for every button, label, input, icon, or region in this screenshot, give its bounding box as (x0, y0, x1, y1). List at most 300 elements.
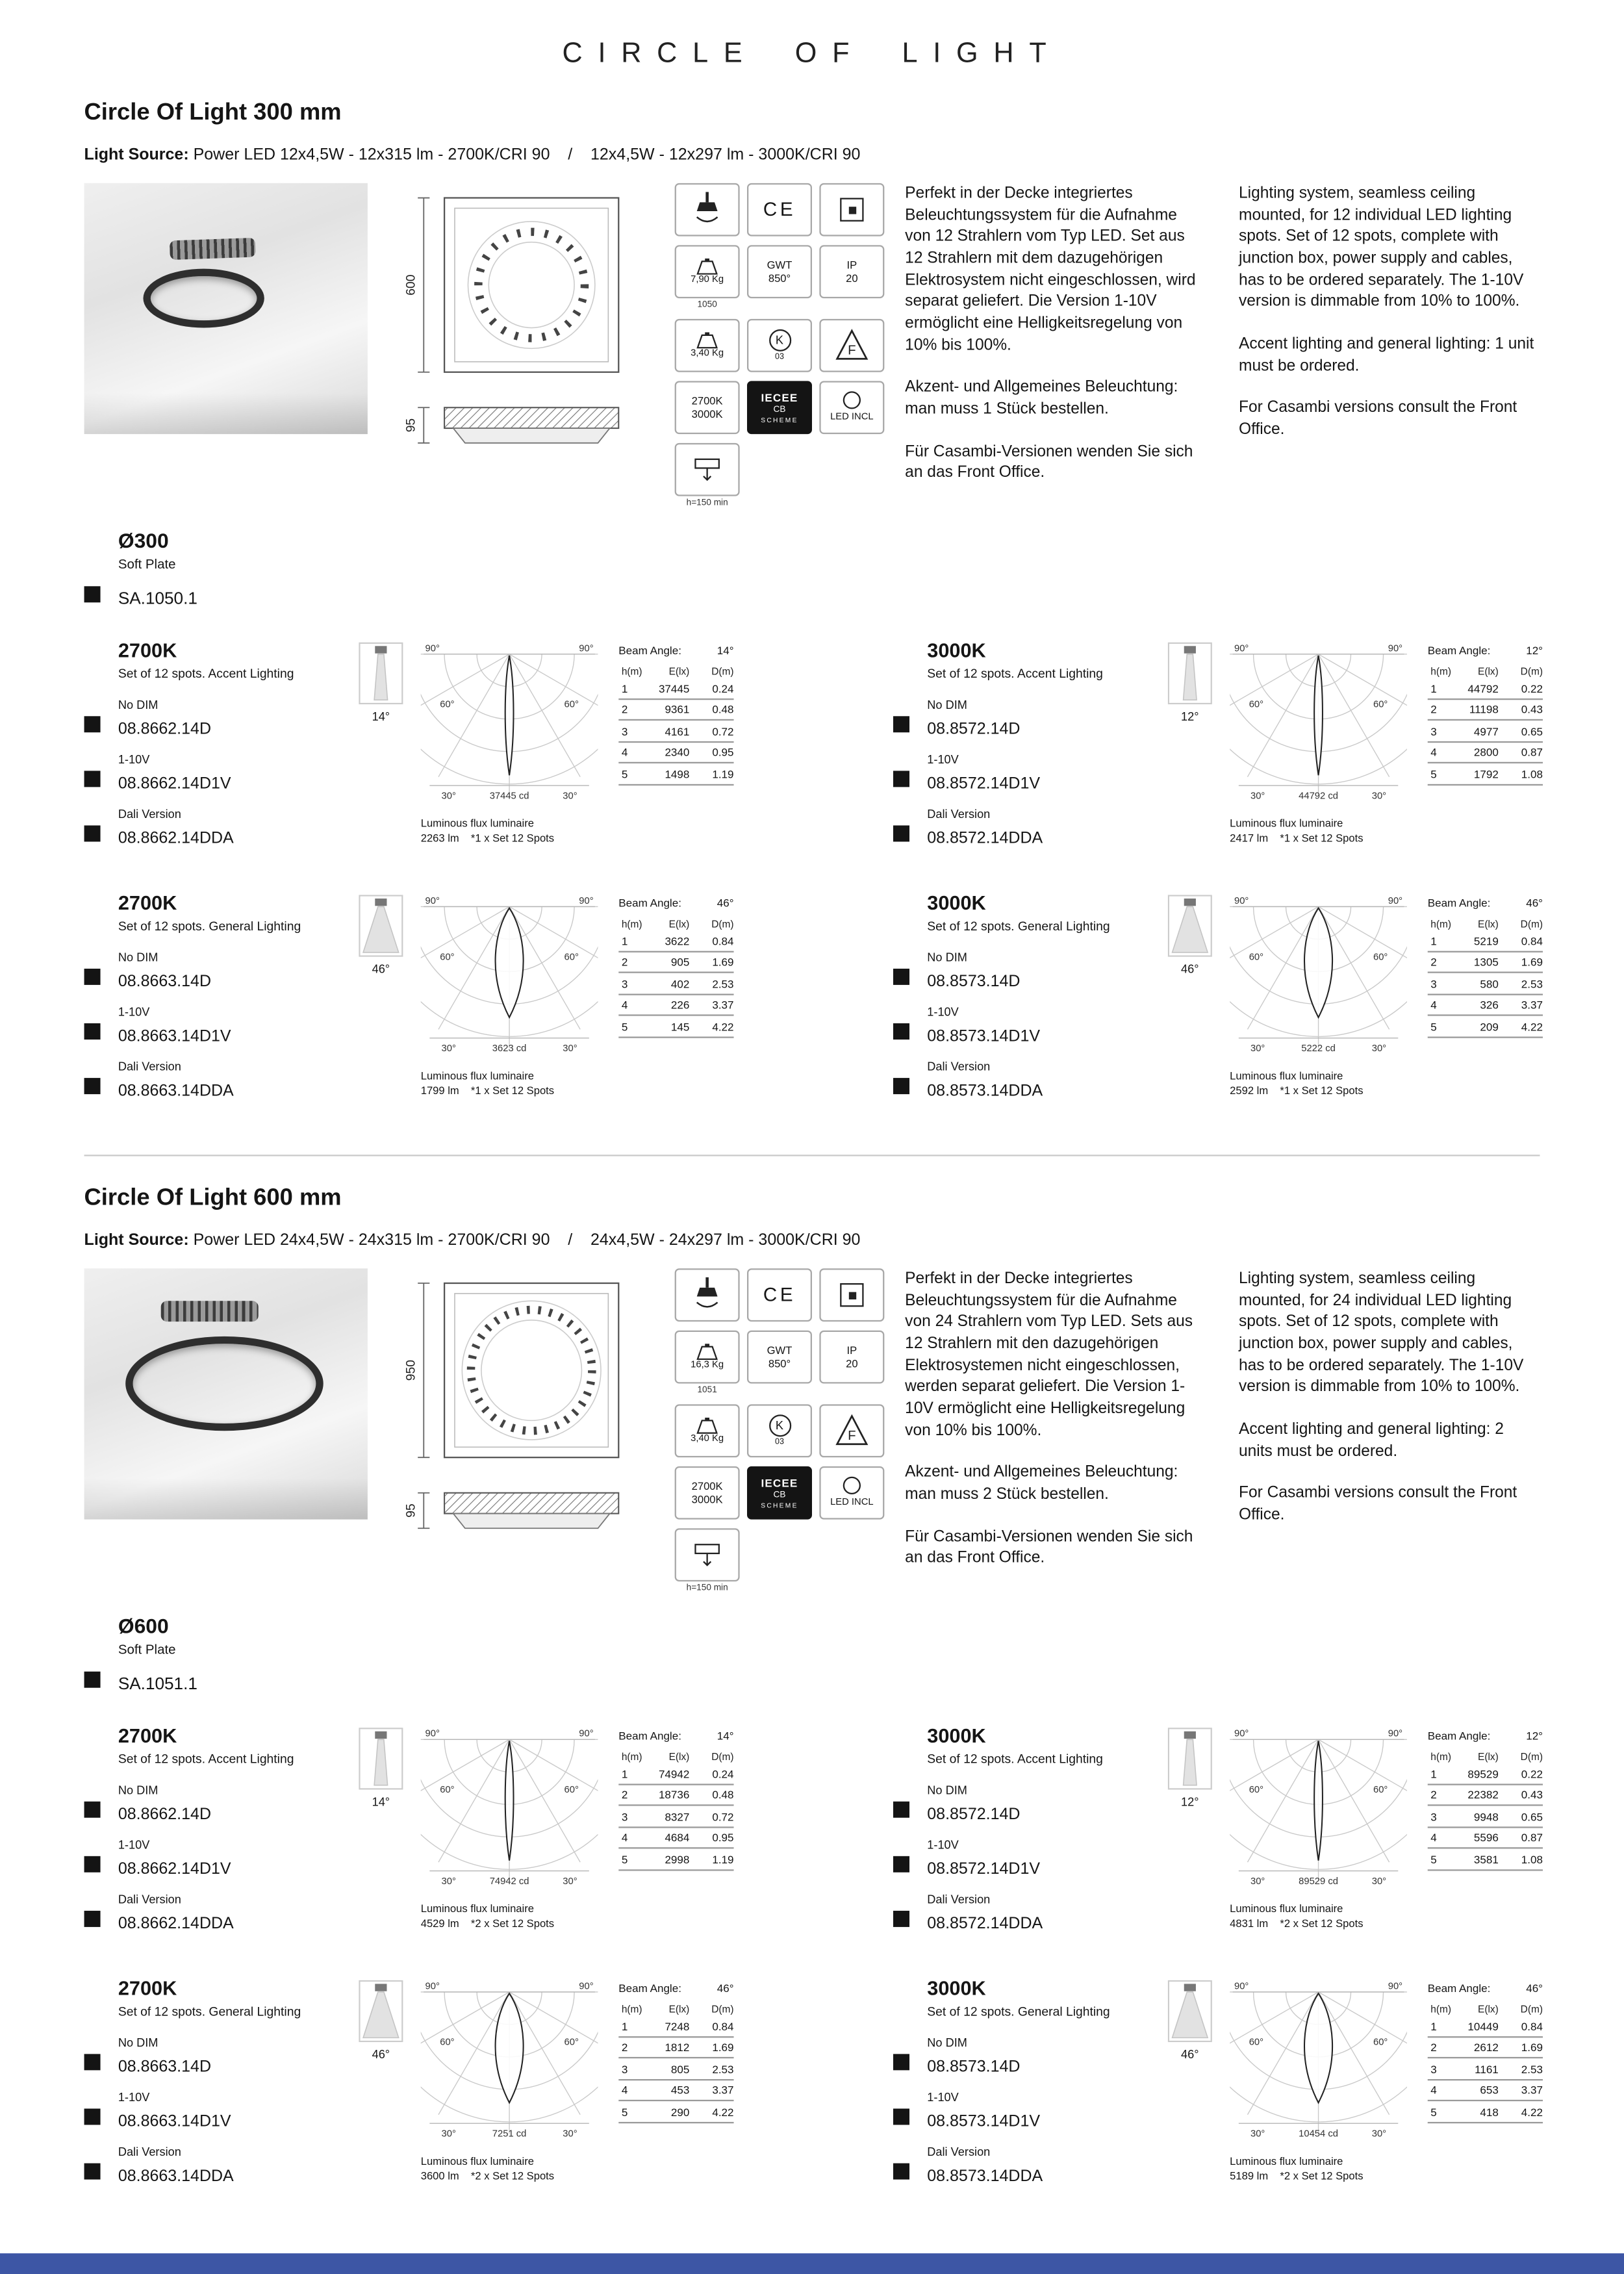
product-code-line (118, 715, 359, 741)
ce-text: CE (763, 198, 796, 221)
dim-option-label: No DIM (927, 2036, 967, 2050)
section-300mm (84, 100, 1543, 1117)
polar-angle-label: 90° (1234, 895, 1249, 906)
iecee-line2: CB (773, 405, 786, 415)
table-row (618, 1016, 733, 1038)
product-code: 08.8573.14D (927, 2058, 1021, 2076)
table-cell: 5 (621, 767, 628, 781)
table-cell: 1.69 (712, 955, 734, 969)
table-cell: 226 (670, 998, 690, 1012)
table-cell: 1 (621, 2019, 628, 2033)
dimension-height-label: 95 (404, 418, 418, 433)
table-cell: 3 (621, 724, 628, 738)
column-header: D(m) (711, 1752, 734, 1763)
lum-flux-label: Luminous flux luminaire (1230, 1902, 1343, 1915)
photometric-table (618, 1725, 754, 1871)
lum-flux-values (1230, 1084, 1421, 1098)
polar-angle-label: 30° (1250, 2128, 1265, 2140)
product-code-line (927, 1022, 1167, 1049)
light-ring (143, 269, 264, 328)
column-header: E(lx) (1478, 667, 1499, 678)
lum-flux-lm: 2417 lm (1230, 831, 1269, 845)
table-cell: 89529 (1467, 1767, 1499, 1780)
product-code: 08.8663.14D1V (118, 2113, 231, 2131)
product-code: 08.8662.14DDA (118, 830, 234, 848)
color-temp-heading: 3000K (927, 639, 986, 662)
product-code-line (118, 2162, 359, 2188)
paragraph: Perfekt in der Decke integriertes Beleuchtungssystem für die Aufnahme von 24 Strahlern vom Typ LED. Sets aus 12 Strahlern mit den dazugehörigen Elektrosystemen nicht eingeschlossen, werden separat geliefert. Die Version 1-10V ermöglicht eine Helligkeitsregelung von 10% bis 100%. (905, 1270, 1193, 1440)
beam-angle-indicator (359, 892, 420, 977)
beam-angle-value: 46° (372, 962, 390, 977)
gwt-line2: 850° (768, 1357, 791, 1371)
table-row (1428, 678, 1543, 699)
table-cell: 1.08 (1521, 767, 1543, 781)
table-row (1428, 952, 1543, 973)
table-cell: 4 (621, 745, 628, 760)
variant-subtitle: Set of 12 spots. General Lighting (927, 918, 1110, 934)
table-row (1428, 1806, 1543, 1828)
product-variant-block (84, 1977, 757, 2201)
table-cell: 0.87 (1521, 1831, 1543, 1845)
table-cell: 10449 (1467, 2019, 1499, 2033)
table-row (618, 973, 733, 995)
column-header: h(m) (621, 1752, 642, 1763)
table-beam-angle (618, 897, 733, 910)
candela-value: 89529 cd (1299, 1876, 1338, 1887)
table-row (618, 1828, 733, 1849)
ip-rating-icon (819, 1331, 884, 1384)
table-row (618, 721, 733, 742)
lum-flux-label: Luminous flux luminaire (1230, 816, 1343, 830)
paragraph: For Casambi versions consult the Front Office. (1238, 399, 1517, 439)
luminous-flux (421, 1069, 613, 1098)
variant-codes (84, 892, 359, 1103)
product-code-line (927, 1800, 1167, 1826)
product-finish: Soft Plate (118, 1642, 176, 1657)
order-checkbox (893, 969, 909, 985)
order-codes (927, 1783, 1167, 1935)
beam-angle-value: 14° (372, 1795, 390, 1809)
polar-angle-label: 60° (440, 699, 455, 710)
table-cell: 2.53 (712, 2062, 734, 2076)
table-cell: 5 (621, 1852, 628, 1866)
table-cell: 2.53 (1521, 2062, 1543, 2076)
polar-angle-label: 60° (1249, 2037, 1264, 2048)
table-cell: 4.22 (712, 1019, 734, 1033)
beam-angle-value: 46° (1526, 1982, 1543, 1995)
paragraph: Für Casambi-Versionen wenden Sie sich an das Front Office. (905, 1527, 1193, 1568)
product-variant-block (84, 892, 757, 1116)
order-checkbox (84, 716, 101, 732)
k03-number: 03 (775, 352, 784, 362)
dim-option-label: Dali Version (118, 2145, 181, 2159)
beam-angle-value: 46° (1181, 2048, 1199, 2062)
color-temp-heading: 2700K (118, 1977, 177, 2000)
led-included-icon (819, 1466, 884, 1520)
description-german (905, 1268, 1200, 1591)
product-sku: SA.1051.1 (118, 1676, 197, 1694)
ceiling-vent (170, 238, 256, 260)
beam-cone-icon (359, 1980, 403, 2042)
recessed-mounting-icon (819, 183, 884, 236)
f-mark-icon (819, 319, 884, 372)
beam-cone-icon (359, 1728, 403, 1789)
variant-codes (84, 639, 359, 850)
dim-option-label: 1-10V (927, 2091, 959, 2104)
photometry (421, 892, 613, 1098)
product-code-line (927, 715, 1167, 741)
table-cell: 2612 (1473, 2040, 1499, 2054)
photometric-table (1428, 892, 1564, 1038)
beam-angle-value: 12° (1181, 1795, 1199, 1809)
table-row (1428, 699, 1543, 721)
column-header: D(m) (711, 2005, 734, 2016)
dim-option-label: No DIM (118, 698, 159, 712)
table-cell: 4 (621, 1831, 628, 1845)
column-header: h(m) (1430, 919, 1452, 930)
luminous-flux (421, 2154, 613, 2184)
table-cell: 2 (1430, 1788, 1437, 1802)
table-cell: 3 (1430, 977, 1437, 990)
ip-line1: IP (846, 258, 857, 272)
dim-option-label: Dali Version (927, 2145, 991, 2159)
light-source-label: Light Source: (84, 1231, 189, 1249)
table-row (618, 930, 733, 952)
product-code: 08.8572.14D (927, 1806, 1021, 1824)
iecee-line1: IECEE (761, 390, 798, 405)
polar-angle-label: 30° (441, 791, 456, 802)
dim-option-label: Dali Version (927, 808, 991, 821)
table-cell: 2 (621, 2040, 628, 2054)
table-cell: 326 (1480, 998, 1499, 1012)
column-header: D(m) (1520, 1752, 1543, 1763)
polar-angle-label: 60° (1249, 952, 1264, 963)
table-cell: 3581 (1473, 1852, 1499, 1866)
weight-value: 3,40 Kg (691, 348, 724, 359)
table-row (1428, 1785, 1543, 1806)
polar-angle-label: 90° (579, 643, 594, 654)
polar-angle-label: 90° (1234, 1981, 1249, 1992)
order-checkbox (84, 586, 101, 602)
beam-angle-value: 46° (1181, 962, 1199, 977)
polar-angle-label: 30° (1371, 1043, 1387, 1054)
beam-angle-label: Beam Angle: (618, 643, 681, 658)
section-600mm (84, 1186, 1543, 2202)
table-cell: 1.19 (712, 1852, 734, 1866)
lum-flux-lm: 5189 lm (1230, 2169, 1269, 2182)
light-source-value: Power LED 24x4,5W - 24x315 lm - 2700K/CRI 90 / 24x4,5W - 24x297 lm - 3000K/CRI 90 (188, 1231, 861, 1249)
dimension-drawing (379, 1268, 672, 1552)
polar-angle-label: 30° (563, 791, 577, 802)
photometric-table (618, 639, 754, 785)
product-code: 08.8572.14DDA (927, 1915, 1043, 1934)
table-row (618, 2080, 733, 2101)
polar-angle-label: 90° (579, 895, 594, 906)
product-code: 08.8572.14D1V (927, 1860, 1041, 1878)
lum-flux-note: *1 x Set 12 Spots (1280, 1083, 1364, 1097)
photometric-polar-diagram (421, 1977, 598, 2143)
paragraph: For Casambi versions consult the Front Office. (1238, 1484, 1517, 1524)
lum-flux-lm: 3600 lm (420, 2169, 459, 2182)
beam-angle-label: Beam Angle: (618, 1729, 681, 1743)
beam-angle-value: 46° (1526, 896, 1543, 910)
column-header: E(lx) (668, 667, 690, 678)
paragraph: Lighting system, seamless ceiling mounted, for 24 individual LED lighting spots. Set of 12 spots, complete with junction box, power supply and cables, has to be ordered separately. The 1-10V version is dimmable from 10% to 100%. (1238, 1270, 1524, 1396)
beam-angle-value: 46° (372, 2048, 390, 2062)
table-row (618, 699, 733, 721)
product-code-line (927, 1077, 1167, 1103)
dim-option-label: 1-10V (118, 2091, 150, 2104)
product-code-line (118, 1022, 359, 1049)
photometry (1230, 892, 1421, 1098)
k-letter: K (768, 329, 791, 351)
table-cell: 0.48 (712, 1788, 734, 1802)
table-cell: 4.22 (712, 2104, 734, 2119)
order-codes (118, 951, 359, 1103)
beam-angle-value: 12° (1526, 1729, 1543, 1743)
table-beam-angle (618, 1982, 733, 1995)
product-code-line (927, 2052, 1167, 2079)
polar-angle-label: 90° (425, 1728, 440, 1739)
product-code: 08.8662.14D (118, 721, 212, 739)
table-cell: 4 (1430, 998, 1437, 1012)
product-variant-block (84, 1725, 757, 1949)
paragraph: Lighting system, seamless ceiling mounted, for 12 individual LED lighting spots. Set of 12 spots, complete with junction box, power supply and cables, has to be ordered separately. The 1-10V version is dimmable from 10% to 100%. (1238, 185, 1524, 311)
candela-value: 7251 cd (492, 2128, 527, 2140)
order-checkbox (893, 716, 909, 732)
product-code-line (927, 769, 1167, 796)
polar-angle-label: 30° (1250, 1876, 1265, 1887)
glow-wire-test-icon (747, 1331, 812, 1384)
column-header: E(lx) (668, 2005, 690, 2016)
polar-angle-label: 60° (564, 1785, 579, 1796)
order-checkbox (84, 2164, 101, 2180)
beam-angle-indicator (1168, 1977, 1230, 2062)
product-code: 08.8573.14D1V (927, 1027, 1041, 1046)
table-header-row (618, 667, 733, 678)
weight-value: 3,40 Kg (691, 1433, 724, 1444)
variant-subtitle: Set of 12 spots. Accent Lighting (927, 666, 1103, 681)
polar-angle-label: 30° (1250, 1043, 1265, 1054)
beam-angle-label: Beam Angle: (1427, 1729, 1491, 1743)
luminous-flux (1230, 817, 1421, 846)
column-header: h(m) (1430, 667, 1452, 678)
candela-value: 3623 cd (492, 1043, 527, 1054)
beam-angle-value: 12° (1181, 710, 1199, 724)
paragraph: Perfekt in der Decke integriertes Beleuchtungssystem für die Aufnahme von 12 Strahlern vom Typ LED. Set aus 12 Strahlern mit dem dazugehörigen Elektrosystem nicht eingeschlossen, wird separat geliefert. Die Version 1-10V ermöglicht eine Helligkeitsregelung von 10% bis 100%. (905, 185, 1196, 354)
table-cell: 3622 (665, 934, 690, 947)
order-checkbox (893, 1078, 909, 1094)
gwt-line1: GWT (767, 258, 793, 272)
table-cell: 1792 (1473, 767, 1499, 781)
iecee-cb-scheme-icon (747, 1466, 812, 1520)
ct-2700k: 2700K (691, 394, 723, 408)
media-row (84, 183, 1540, 508)
polar-angle-label: 90° (1388, 1728, 1403, 1739)
variant-subtitle: Set of 12 spots. General Lighting (118, 2004, 301, 2019)
table-cell: 18736 (658, 1788, 690, 1802)
table-beam-angle (1428, 1982, 1543, 1995)
table-header-row (1428, 1753, 1543, 1763)
order-checkbox (893, 771, 909, 787)
table-cell: 2340 (665, 745, 690, 760)
table-header-row (618, 1753, 733, 1763)
lum-flux-note: *2 x Set 12 Spots (470, 1916, 555, 1930)
product-code-line (118, 1910, 359, 1936)
polar-angle-label: 90° (425, 643, 440, 654)
product-code-line (118, 2052, 359, 2079)
table-cell: 2 (1430, 955, 1437, 969)
variant-codes (84, 1725, 359, 1936)
table-beam-angle (618, 1729, 733, 1742)
min-height-caption: h=150 min (686, 499, 728, 508)
table-cell: 1.69 (1521, 955, 1543, 969)
table-cell: 5596 (1473, 1831, 1499, 1845)
table-row (618, 2058, 733, 2080)
table-cell: 3 (1430, 724, 1437, 738)
ce-mark-icon (747, 1268, 812, 1322)
beam-angle-value: 14° (717, 643, 734, 658)
order-checkbox (84, 1078, 101, 1094)
product-variant-block (84, 639, 757, 863)
table-header-row (1428, 920, 1543, 930)
polar-angle-label: 60° (1373, 1785, 1388, 1796)
color-temp-options-icon (675, 1466, 740, 1520)
variant-codes (893, 639, 1168, 850)
photometric-table (618, 892, 754, 1038)
product-code: 08.8573.14DDA (927, 1082, 1043, 1101)
product-code-line (927, 2162, 1167, 2188)
order-codes (118, 698, 359, 850)
order-checkbox (84, 1911, 101, 1927)
product-code-line (118, 1800, 359, 1826)
polar-angle-label: 90° (1388, 1981, 1403, 1992)
ct-3000k: 3000K (691, 407, 723, 421)
lum-flux-label: Luminous flux luminaire (1230, 1069, 1343, 1082)
table-row (618, 2015, 733, 2037)
order-codes (927, 951, 1167, 1103)
polar-angle-label: 90° (425, 1981, 440, 1992)
product-code-line (118, 769, 359, 796)
lum-flux-lm: 2592 lm (1230, 1083, 1269, 1097)
beam-angle-indicator (359, 639, 420, 724)
order-checkbox (84, 2054, 101, 2070)
dim-option-label: No DIM (927, 951, 967, 965)
product-code-line (118, 2107, 359, 2134)
ip-line2: 20 (846, 1357, 858, 1371)
dim-option-label: No DIM (927, 698, 967, 712)
dim-option-label: No DIM (118, 951, 159, 965)
variant-blocks (84, 639, 1543, 1116)
order-checkbox (84, 1672, 101, 1688)
article-number-caption: 1051 (697, 1386, 717, 1396)
table-row (618, 678, 733, 699)
table-row (618, 763, 733, 785)
table-cell: 1305 (1473, 955, 1499, 969)
weight-icon (675, 245, 740, 298)
lum-flux-label: Luminous flux luminaire (420, 1902, 534, 1915)
ce-text: CE (763, 1283, 796, 1306)
table-cell: 5 (1430, 1852, 1437, 1866)
table-cell: 5 (621, 2104, 628, 2119)
table-cell: 11198 (1469, 702, 1499, 717)
product-code-line (927, 967, 1167, 994)
photometric-polar-diagram (1230, 1977, 1407, 2143)
product-code: 08.8572.14D1V (927, 775, 1041, 793)
lum-flux-values (421, 1084, 613, 1098)
table-cell: 1 (1430, 934, 1437, 947)
product-code: 08.8573.14DDA (927, 2167, 1043, 2186)
table-cell: 0.72 (712, 1809, 734, 1823)
dim-option-label: Dali Version (118, 1893, 181, 1907)
order-checkbox (893, 1856, 909, 1872)
table-cell: 2.53 (712, 977, 734, 990)
polar-angle-label: 60° (564, 2037, 579, 2048)
product-code-line (118, 824, 359, 850)
polar-angle-label: 90° (1234, 643, 1249, 654)
table-cell: 3 (621, 1809, 628, 1823)
polar-angle-label: 60° (1373, 699, 1388, 710)
lum-flux-values (1230, 831, 1421, 845)
lum-flux-values (421, 831, 613, 845)
paragraph: Für Casambi-Versionen wenden Sie sich an das Front Office. (905, 442, 1193, 482)
polar-angle-label: 60° (1249, 1785, 1264, 1796)
dim-option-label: No DIM (118, 2036, 159, 2050)
table-cell: 4161 (665, 724, 690, 738)
table-row (1428, 930, 1543, 952)
dim-option-label: Dali Version (118, 808, 181, 821)
ip-line2: 20 (846, 272, 858, 285)
table-cell: 4 (1430, 1831, 1437, 1845)
table-cell: 4977 (1473, 724, 1499, 738)
table-cell: 0.72 (712, 724, 734, 738)
column-header: h(m) (621, 919, 642, 930)
weight-icon (675, 319, 740, 372)
beam-cone-icon (1168, 1980, 1212, 2042)
iecee-line2: CB (773, 1490, 786, 1500)
table-cell: 5 (621, 1019, 628, 1033)
polar-angle-label: 90° (579, 1981, 594, 1992)
beam-angle-label: Beam Angle: (618, 1982, 681, 1995)
order-checkbox (893, 1911, 909, 1927)
ct-3000k: 3000K (691, 1492, 723, 1507)
lum-flux-note: *2 x Set 12 Spots (470, 2169, 555, 2182)
dimension-width-label: 600 (404, 274, 418, 296)
color-temp-heading: 3000K (927, 891, 986, 914)
table-cell: 4.22 (1521, 2104, 1543, 2119)
product-code: 08.8663.14D1V (118, 1027, 231, 1046)
table-cell: 2 (1430, 2040, 1437, 2054)
table-cell: 3 (621, 2062, 628, 2076)
table-cell: 2 (1430, 702, 1437, 717)
variant-codes (893, 1725, 1168, 1936)
dim-option-label: 1-10V (118, 1005, 150, 1019)
ceiling-vent (161, 1301, 259, 1322)
photometric-table (618, 1977, 754, 2123)
k03-certification-icon (747, 319, 812, 372)
table-row (618, 2037, 733, 2058)
table-row (1428, 2101, 1543, 2123)
table-cell: 2800 (1473, 745, 1499, 760)
polar-angle-label: 60° (564, 952, 579, 963)
photometric-table (1428, 639, 1564, 785)
product-code: 08.8663.14DDA (118, 1082, 234, 1101)
polar-angle-label: 90° (425, 895, 440, 906)
polar-angle-label: 30° (1250, 791, 1265, 802)
table-cell: 1 (1430, 681, 1437, 695)
table-beam-angle (618, 644, 733, 657)
section-divider (84, 1155, 1540, 1156)
